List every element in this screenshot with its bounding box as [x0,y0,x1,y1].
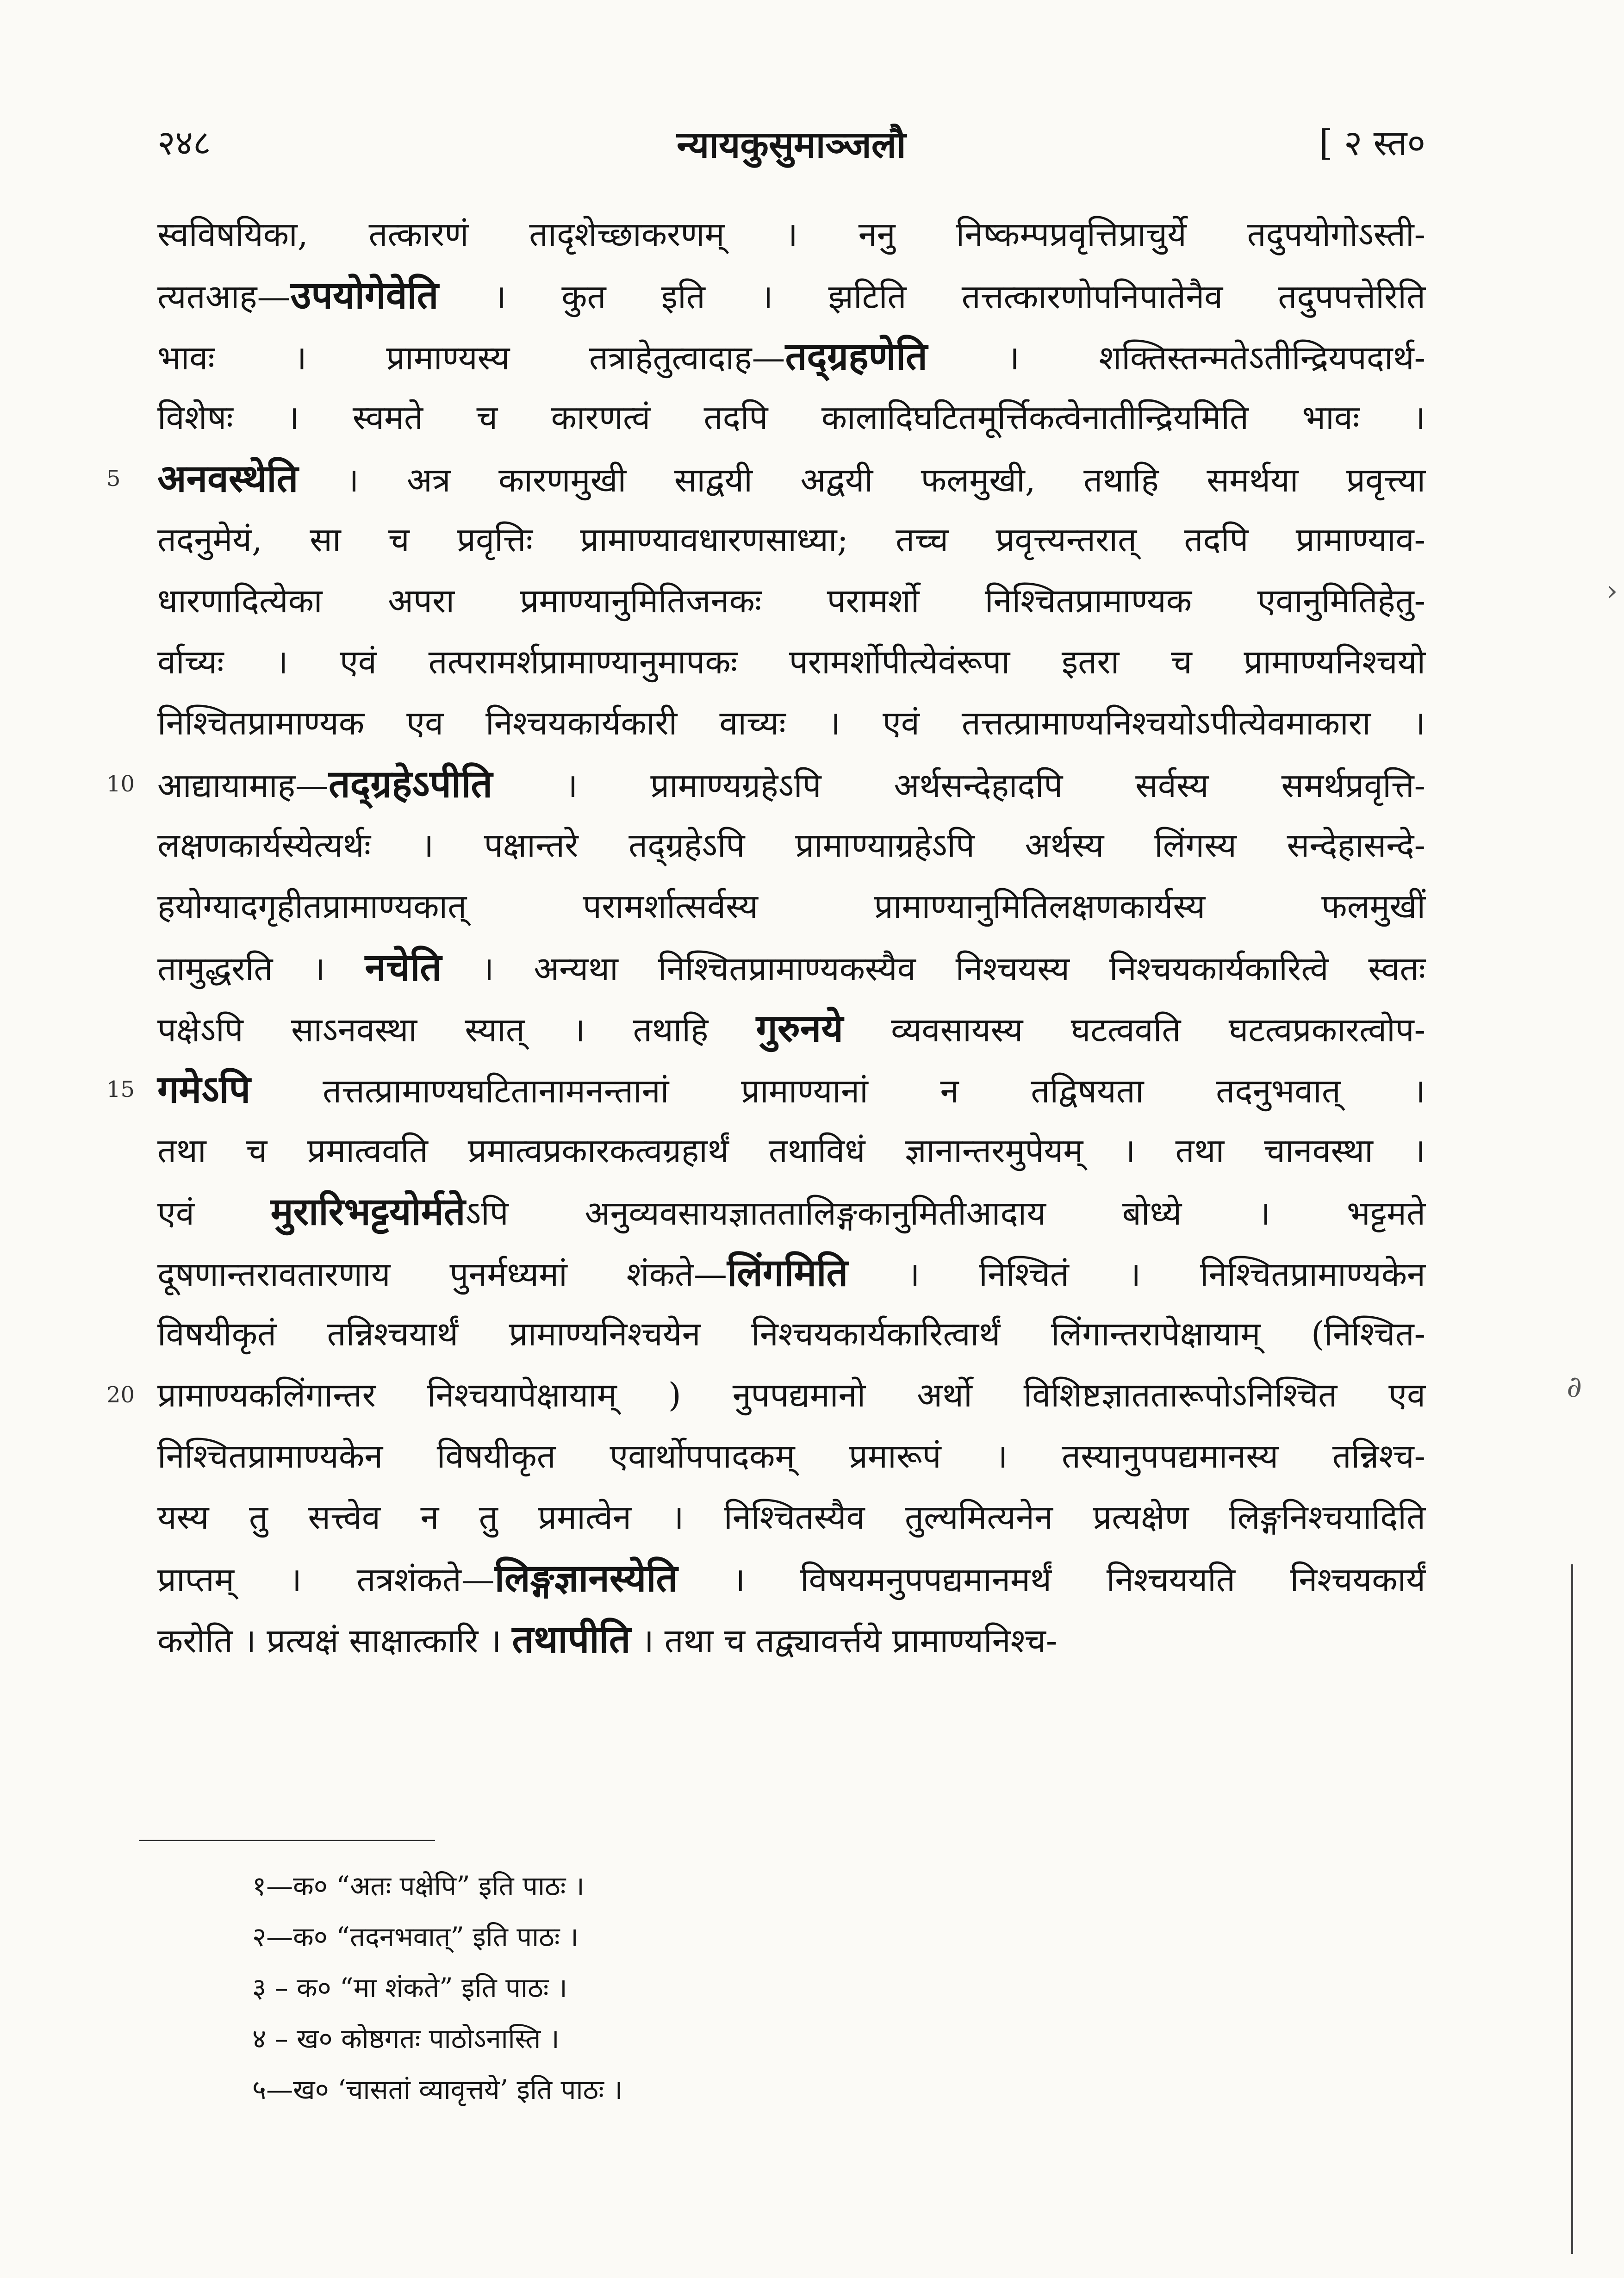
text-line [157,1425,1425,1487]
line-text: । तथा च तद्व्यावर्त्तये प्रामाण्यनिश्च- [630,1621,1058,1660]
line-text: । शक्तिस्तन्मतेऽतीन्द्रियपदार्थ- [927,338,1425,377]
text-line [157,876,1425,937]
line-text: भावः । प्रामाण्यस्य तत्राहेतुत्वादाह— [157,338,785,377]
text-line [157,570,1425,631]
text-line [157,1609,1425,1670]
section-marker: [ २ स्त० [1319,122,1425,163]
text-line [157,1181,1425,1242]
text-line [157,1548,1425,1609]
text-line [157,692,1425,753]
keyword-pratika: गमेऽपि [157,1067,251,1112]
line-text: ऽपि अनुव्यवसायज्ञाततालिङ्गकानुमितीआदाय बोध्ये । भट्टमते [465,1194,1425,1232]
line-text: पक्षेऽपि साऽनवस्था स्यात् । तथाहि [157,1010,756,1049]
line-number: 5 [106,466,121,492]
text-line [157,387,1425,448]
line-text: तदनुमेयं, सा च प्रवृत्तिः प्रामाण्यावधारणसाध्या; तच्च प्रवृत्त्यन्तरात् तदपि प्रामाण्याव- [157,520,1425,559]
footnote: ४ – ख० कोष्ठगतः पाठोऽनास्ति । [252,2023,560,2054]
line-text: । कुत इति । झटिति तत्तत्कारणोपनिपातेनैव तदुपपत्तेरिति [438,277,1425,316]
keyword-pratika: लिंगमिति [727,1251,848,1295]
text-line [106,1364,1425,1425]
text-line [157,1303,1425,1364]
line-text: निश्चितप्रामाण्यक एव निश्चयकार्यकारी वाच्यः । एवं तत्तत्प्रामाण्यनिश्चयोऽपीत्येवमाकारा । [157,703,1425,742]
line-text: तामुद्धरति । [157,949,365,988]
page-header [157,118,1425,178]
text-line [157,631,1425,692]
line-text: करोति । प्रत्यक्षं साक्षात्कारि । [157,1621,512,1660]
line-text: लक्षणकार्यस्येत्यर्थः । पक्षान्तरे तद्ग्रहेऽपि प्रामाण्याग्रहेऽपि अर्थस्य लिंगस्य सन्देहासन्दे- [157,826,1425,865]
keyword-pratika: मुरारिभट्टयोर्मते [270,1189,466,1234]
keyword-pratika: तद्ग्रहेऽपीति [328,762,493,806]
keyword-pratika: लिङ्गज्ञानस्येति [494,1556,678,1600]
footnote: ३ – क० “मा शंकते” इति पाठः । [252,1972,567,2004]
line-text: तत्तत्प्रामाण्यघटितानामनन्तानां प्रामाण्यानां न तद्विषयता तदनुभवात् । [250,1071,1425,1110]
line-text: विशेषः । स्वमते च कारणत्वं तदपि कालादिघटितमूर्त्तिकत्वेनातीन्द्रियमिति भावः । [157,398,1425,437]
line-text: । अन्यथा निश्चितप्रामाण्यकस्यैव निश्चयस्य निश्चयकार्यकारित्वे स्वतः [442,949,1425,988]
line-number: 15 [106,1077,135,1102]
scan-edge-line [1571,1564,1573,2254]
text-line [157,815,1425,876]
line-number: 10 [106,771,135,797]
line-text: । प्रामाण्यग्रहेऽपि अर्थसन्देहादपि सर्वस्य समर्थप्रवृत्ति- [492,766,1425,805]
footnote: ५—ख० ‘चासतां व्यावृत्तये’ इति पाठः । [252,2074,623,2105]
keyword-pratika: उपयोगेवेति [290,273,439,317]
line-text: प्राप्तम् । तत्रशंकते— [157,1560,495,1599]
text-line [157,509,1425,570]
line-text: । निश्चितं । निश्चितप्रामाण्यकेन [848,1255,1425,1294]
text-line [157,204,1425,265]
keyword-pratika: नचेति [365,945,442,990]
line-text: एवं [157,1194,271,1232]
line-text: तथा च प्रमात्ववति प्रमात्वप्रकारकत्वग्रहार्थं तथाविधं ज्ञानान्तरमुपेयम् । तथा चानवस्था । [157,1131,1425,1170]
line-text: । अत्र कारणमुखी साद्वयी अद्वयी फलमुखी, तथाहि समर्थया प्रवृत्त्या [298,461,1425,499]
footnote: १—क० “अतः पक्षेपि” इति पाठः । [252,1870,585,1902]
line-text: यस्य तु सत्त्वेव न तु प्रमात्वेन । निश्चितस्यैव तुल्यमित्यनेन प्रत्यक्षेण लिङ्गनिश्चयादिति [157,1498,1425,1537]
line-text: आद्यायामाह— [157,766,329,805]
line-text: स्वविषयिका, तत्कारणं तादृशेच्छाकरणम् । ननु निष्कम्पप्रवृत्तिप्राचुर्ये तदुपयोगोऽस्ती- [157,215,1425,254]
footnotes [252,1861,1363,2115]
line-text: निश्चितप्रामाण्यकेन विषयीकृत एवार्थोपपादकम् प्रमारूपं । तस्यानुपपद्यमानस्य तन्निश्च- [157,1437,1425,1475]
footnote-rule [139,1840,435,1841]
line-text: । विषयमनुपपद्यमानमर्थं निश्चययति निश्चयकार्यं [678,1560,1425,1599]
line-text: र्वाच्यः । एवं तत्परामर्शप्रामाण्यानुमापकः परामर्शोपीत्येवंरूपा इतरा च प्रामाण्यनिश्चयो [157,642,1425,681]
keyword-pratika: अनवस्थेति [157,456,299,501]
text-line [157,326,1425,387]
keyword-pratika: तद्ग्रहणेति [785,334,927,379]
text-line [106,1059,1425,1120]
keyword-pratika: गुरुनये [756,1006,843,1051]
text-line [106,448,1425,509]
page-number: २४८ [157,123,211,163]
keyword-pratika: तथापीति [512,1617,631,1662]
line-text: दूषणान्तरावतारणाय पुनर्मध्यमां शंकते— [157,1255,727,1294]
line-text: हयोग्यादगृहीतप्रामाण्यकात् परामर्शात्सर्वस्य प्रामाण्यानुमितिलक्षणकार्यस्य फलमुखीं [157,887,1425,926]
line-text: धारणादित्येका अपरा प्रमाण्यानुमितिजनकः परामर्शो निश्चितप्रामाण्यक एवानुमितिहेतु- [157,581,1425,620]
line-text: व्यवसायस्य घटत्ववति घटत्वप्रकारत्वोप- [843,1010,1425,1049]
margin-scribble-mark: ∂ [1567,1370,1582,1404]
text-line [157,265,1425,326]
running-title: न्यायकुसुमाञ्जलौ [677,123,906,166]
main-text [106,204,1425,1670]
text-line [157,937,1425,998]
text-line [157,998,1425,1059]
line-text: प्रामाण्यकलिंगान्तर निश्चयापेक्षायाम् ) नुपपद्यमानो अर्थो विशिष्टज्ञाततारूपोऽनिश्चित एव [157,1376,1425,1414]
margin-tick-mark: › [1606,574,1618,608]
line-text: विषयीकृतं तन्निश्चयार्थं प्रामाण्यनिश्चयेन निश्चयकार्यकारित्वार्थं लिंगान्तरापेक्षायाम् (निश्चित- [157,1314,1425,1353]
footnote: २—क० “तदनभवात्” इति पाठः । [252,1921,579,1953]
line-number: 20 [106,1382,135,1408]
text-line [157,1487,1425,1548]
text-line [157,1242,1425,1303]
text-line [106,753,1425,815]
text-line [157,1120,1425,1181]
line-text: त्यतआह— [157,277,291,316]
